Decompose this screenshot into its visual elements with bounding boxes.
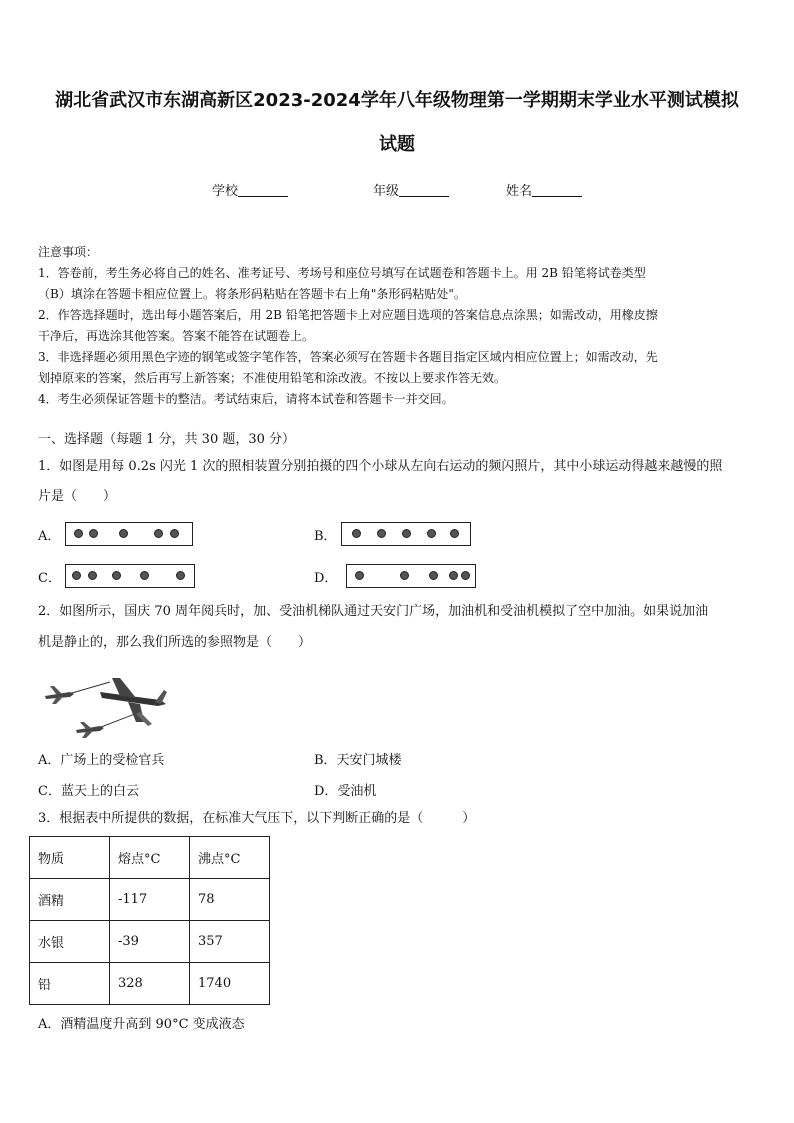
ball-icon [400,571,409,580]
grade-label: 年级 [373,184,400,199]
name-field[interactable] [506,180,582,199]
receiver-jet-icon [76,722,104,738]
q3-stem: 3．根据表中所提供的数据，在标准大气压下，以下判断正确的是（ ） [38,811,476,826]
notes-line: 划掉原来的答案，然后再写上新答案；不准使用铅笔和涂改液。不按以上要求作答无效。 [38,371,507,385]
ball-icon [112,571,121,580]
q1-option-a-label[interactable]: A． [38,529,61,544]
notes-line: 2．作答选择题时，选出每小题答案后，用 2B 铅笔把答题卡上对应题目选项的答案信息点涂黑；如需改动，用橡皮擦 [38,308,658,322]
page-title-line-2: 试题 [379,134,415,155]
page-title-line-1: 湖北省武汉市东湖高新区2023-2024学年八年级物理第一学期期末学业水平测试模拟 [55,90,739,111]
q3-option-a[interactable]: A．酒精温度升高到 90°C 变成液态 [38,1017,245,1032]
q1-option-d-figure [346,564,476,588]
table-header-cell: 熔点°C [110,837,190,879]
table-cell: -117 [110,879,190,921]
table-header-cell: 物质 [30,837,110,879]
tanker-aircraft-icon [100,678,167,722]
ball-icon [74,529,83,538]
ball-icon [355,571,364,580]
table-cell: -39 [110,921,190,963]
q1-option-d-label[interactable]: D． [314,571,338,586]
ball-icon [140,571,149,580]
q2-option-d[interactable]: D．受油机 [314,784,377,799]
q2-option-b[interactable]: B．天安门城楼 [314,753,402,768]
ball-icon [176,571,185,580]
table-cell: 1740 [190,963,270,1005]
ball-icon [450,529,459,538]
table-cell: 357 [190,921,270,963]
q1-option-b-label[interactable]: B． [314,529,337,544]
q1-option-b-figure [341,522,471,546]
name-blank [532,182,582,197]
name-label: 姓名 [506,184,533,199]
notes-line: 干净后，再选涂其他答案。答案不能答在试题卷上。 [38,329,315,343]
q2-stem-line-1: 2．如图所示，国庆 70 周年阅兵时，加、受油机梯队通过天安门广场，加油机和受油机模拟了空中加油。如果说加油 [38,604,709,619]
ball-icon [119,529,128,538]
q2-option-c[interactable]: C．蓝天上的白云 [38,784,139,799]
q1-stem-line-2: 片是（ ） [38,489,117,504]
notes-line: 4．考生必须保证答题卡的整洁。考试结束后，请将本试卷和答题卡一并交回。 [38,392,454,406]
table-header-row [30,837,270,879]
table-row [30,879,270,921]
q2-option-a[interactable]: A．广场上的受检官兵 [38,753,165,768]
table-cell: 酒精 [30,879,110,921]
refueling-aircraft-image [40,672,170,742]
q2-stem-line-2: 机是静止的，那么我们所选的参照物是（ ） [38,635,312,650]
grade-blank [399,182,449,197]
q1-stem-line-1: 1．如图是用每 0.2s 闪光 1 次的照相装置分别拍摄的四个小球从左向右运动的频闪照片，其中小球运动得越来越慢的照 [38,459,723,474]
section-heading: 一、选择题（每题 1 分，共 30 题，30 分） [38,432,296,447]
ball-icon [377,529,386,538]
school-label: 学校 [212,184,239,199]
school-blank [238,182,288,197]
notes-section [38,242,762,410]
notes-line: 3．非选择题必须用黑色字迹的钢笔或签字笔作答，答案必须写在答题卡各题目指定区域内相应位置上；如需改动，先 [38,350,658,364]
table-row [30,963,270,1005]
table-cell: 铅 [30,963,110,1005]
notes-heading: 注意事项： [38,245,99,259]
ball-icon [402,529,411,538]
ball-icon [352,529,361,538]
receiver-jet-icon [45,686,74,704]
ball-icon [427,529,436,538]
table-cell: 328 [110,963,190,1005]
q3-data-table [29,836,270,1005]
school-field[interactable] [212,180,288,199]
q1-option-c-figure [65,564,195,588]
q1-option-c-label[interactable]: C． [38,571,61,586]
ball-icon [72,571,81,580]
notes-line: （B）填涂在答题卡相应位置上。将条形码粘贴在答题卡右上角"条形码粘贴处"。 [38,287,466,301]
q1-option-a-figure [65,522,193,546]
ball-icon [429,571,438,580]
ball-icon [89,529,98,538]
table-header-cell: 沸点°C [190,837,270,879]
table-cell: 78 [190,879,270,921]
grade-field[interactable] [373,180,449,199]
ball-icon [170,529,179,538]
table-cell: 水银 [30,921,110,963]
ball-icon [449,571,458,580]
ball-icon [88,571,97,580]
table-row [30,921,270,963]
ball-icon [461,571,470,580]
notes-line: 1．答卷前，考生务必将自己的姓名、准考证号、考场号和座位号填写在试题卷和答题卡上。用 2B 铅笔将试卷类型 [38,266,646,280]
ball-icon [154,529,163,538]
